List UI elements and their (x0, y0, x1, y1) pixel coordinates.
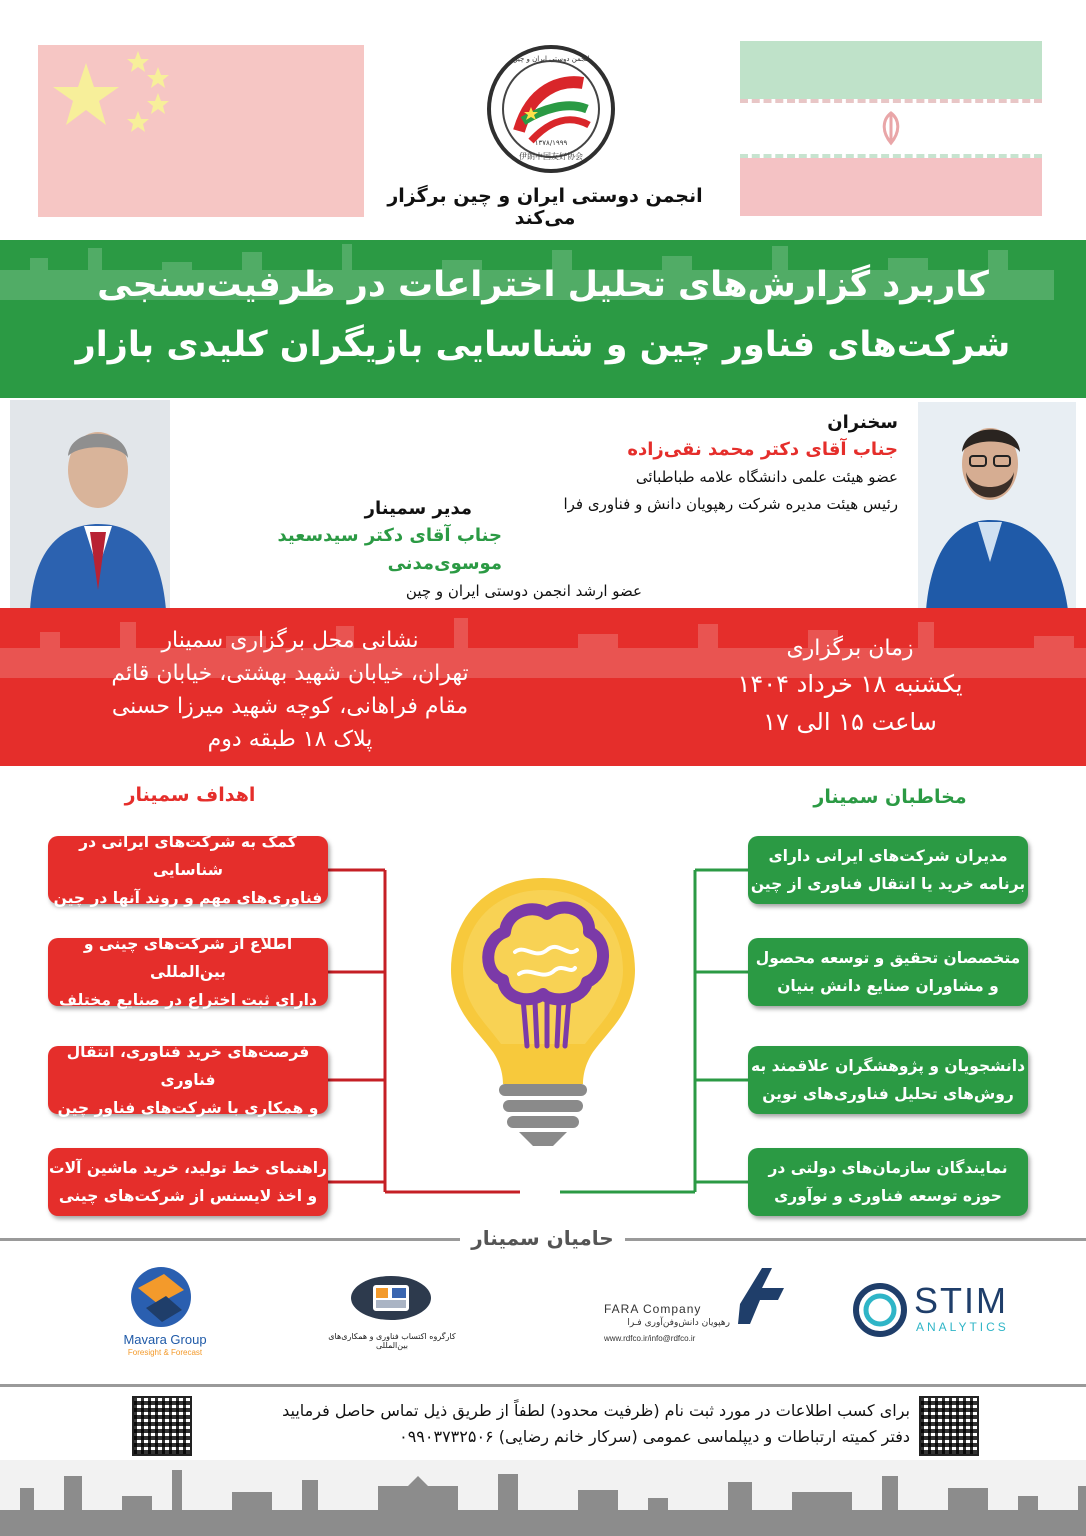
goal-4-line-2: و اخذ لایسنس از شرکت‌های چینی (58, 1187, 318, 1205)
title-line-1: کاربرد گزارش‌های تحلیل اختراعات در ظرفیت‌سنجی (97, 265, 989, 305)
moderator-name: جناب آقای دکتر سیدسعید موسوی‌مدنی (277, 525, 502, 574)
location-title: نشانی محل برگزاری سمینار (161, 628, 419, 653)
moderator-photo (10, 400, 170, 610)
time-title: زمان برگزاری (786, 636, 914, 661)
contact-line-2: دفتر کمیته ارتباطات و دیپلماسی عمومی (سرکار خانم رضایی) ۰۹۹۰۳۷۳۲۵۰۶ (399, 1427, 910, 1446)
location-block (60, 624, 520, 756)
location-line-1: تهران، خیابان شهید بهشتی، خیابان قائم (111, 661, 469, 686)
iran-emblem-icon (871, 109, 911, 149)
seal-text-bottom: 伊朗中国友好协会 (519, 152, 583, 161)
contact-info (200, 1398, 910, 1450)
fara-fa: رهپویان دانش‌وفن‌آوری فـرا (627, 1318, 730, 1328)
organizer-text: انجمن دوستی ایران و چین برگزار می‌کند (387, 185, 703, 229)
iran-flag (740, 41, 1042, 216)
sponsors-title: حامیان سمینار (460, 1226, 625, 1250)
title-line-2: شرکت‌های فناور چین و شناسایی بازیگران کلیدی بازار (75, 325, 1011, 365)
workgroup-logo (322, 1262, 462, 1362)
audience-3-line-2: روش‌های تحلیل فناوری‌های نوین (762, 1085, 1014, 1103)
goal-1-line-2: فناوری‌های مهم و روند آنها در چین (53, 889, 323, 907)
audience-4-line-1: نمایندگان سازمان‌های دولتی در (768, 1159, 1008, 1177)
goal-4-line-1: راهنمای خط تولید، خرید ماشین آلات (49, 1159, 327, 1177)
small-star-icon (127, 111, 149, 132)
contact-divider (0, 1384, 1086, 1387)
speaker-line-1: عضو هیئت علمی دانشگاه علامه طباطبائی (635, 468, 898, 486)
time-date: یکشنبه ۱۸ خرداد ۱۴۰۴ (737, 670, 963, 698)
audience-title: مخاطبان سمینار (813, 786, 967, 808)
speaker-photo (918, 402, 1076, 610)
time-block (680, 632, 1020, 741)
audience-card-4 (748, 1148, 1028, 1216)
goal-card-1 (48, 833, 328, 907)
audience-2-line-1: متخصصان تحقیق و توسعه محصول (755, 949, 1021, 967)
goals-title: اهداف سمینار (124, 784, 256, 806)
audience-3-line-1: دانشجویان و پژوهشگران علاقمند به (750, 1057, 1026, 1075)
small-star-icon (127, 51, 149, 72)
association-seal (487, 45, 615, 173)
stim-logo (850, 1280, 1010, 1340)
fara-web: www.rdfco.ir/info@rdfco.ir (604, 1334, 696, 1343)
audience-2-line-2: و مشاوران صنایع دانش بنیان (777, 977, 999, 995)
skyline-footer (0, 1460, 1086, 1536)
workgroup-caption: کارگروه اکتساب فناوری و همکاری‌های بین‌المللی (328, 1332, 456, 1350)
fara-name: FARA Company (604, 1302, 702, 1316)
seal-year: ۱۳۷۸/۱۹۹۹ (534, 139, 568, 147)
goal-2-line-2: دارای ثبت اختراع در صنایع مختلف (59, 991, 317, 1009)
time-hours: ساعت ۱۵ الی ۱۷ (763, 708, 937, 736)
goal-2-line-1: اطلاع از شرکت‌های چینی و بین‌المللی (83, 935, 293, 981)
mavara-logo (100, 1262, 230, 1362)
speaker-line-2: رئیس هیئت مدیره شرکت رهپویان دانش و فناوری فرا (563, 495, 898, 513)
moderator-role: مدیر سمینار (364, 498, 472, 519)
speaker-name: جناب آقای دکتر محمد نقی‌زاده (627, 439, 898, 460)
seminar-title (40, 255, 1046, 375)
goal-3-line-1: فرصت‌های خرید فناوری، انتقال فناوری (66, 1043, 310, 1089)
contact-line-1: برای کسب اطلاعات در مورد ثبت نام (ظرفیت محدود) لطفاً از طریق ذیل تماس حاصل فرمایید (282, 1401, 910, 1420)
goal-card-4 (48, 1148, 328, 1216)
audience-card-1 (748, 836, 1028, 904)
qr-code-right[interactable] (919, 1396, 979, 1456)
qr-code-left[interactable] (132, 1396, 192, 1456)
audience-card-3 (748, 1046, 1028, 1114)
audience-1-line-1: مدیران شرکت‌های ایرانی دارای (768, 847, 1008, 865)
goal-card-3 (48, 1043, 328, 1117)
stim-sub: ANALYTICS (916, 1320, 1009, 1334)
goal-3-line-2: و همکاری با شرکت‌های فناور چین (57, 1099, 319, 1117)
speaker-role: سخنران (827, 412, 898, 433)
location-line-3: پلاک ۱۸ طبقه دوم (207, 727, 373, 752)
moderator-line-1: عضو ارشد انجمن دوستی ایران و چین (405, 582, 642, 600)
goal-card-2 (48, 935, 328, 1009)
china-flag (38, 45, 364, 217)
audience-4-line-2: حوزه توسعه فناوری و نوآوری (774, 1187, 1002, 1205)
audience-1-line-2: برنامه خرید یا انتقال فناوری از چین (750, 875, 1026, 893)
audience-card-2 (748, 938, 1028, 1006)
fara-logo (604, 1264, 794, 1348)
big-star-icon (53, 63, 119, 125)
small-star-icon (147, 93, 169, 114)
stim-name: STIM (914, 1280, 1008, 1321)
goal-1-line-1: کمک به شرکت‌های ایرانی در شناسایی (79, 833, 297, 879)
seal-text-top: انجمن دوستی ایران و چین (512, 55, 590, 63)
small-star-icon (147, 67, 169, 88)
mavara-sub: Foresight & Forecast (127, 1348, 203, 1357)
location-line-2: مقام فراهانی، کوچه شهید میرزا حسنی (111, 694, 469, 719)
lightbulb-brain-icon (443, 870, 643, 1150)
mavara-name: Mavara Group (123, 1332, 207, 1347)
